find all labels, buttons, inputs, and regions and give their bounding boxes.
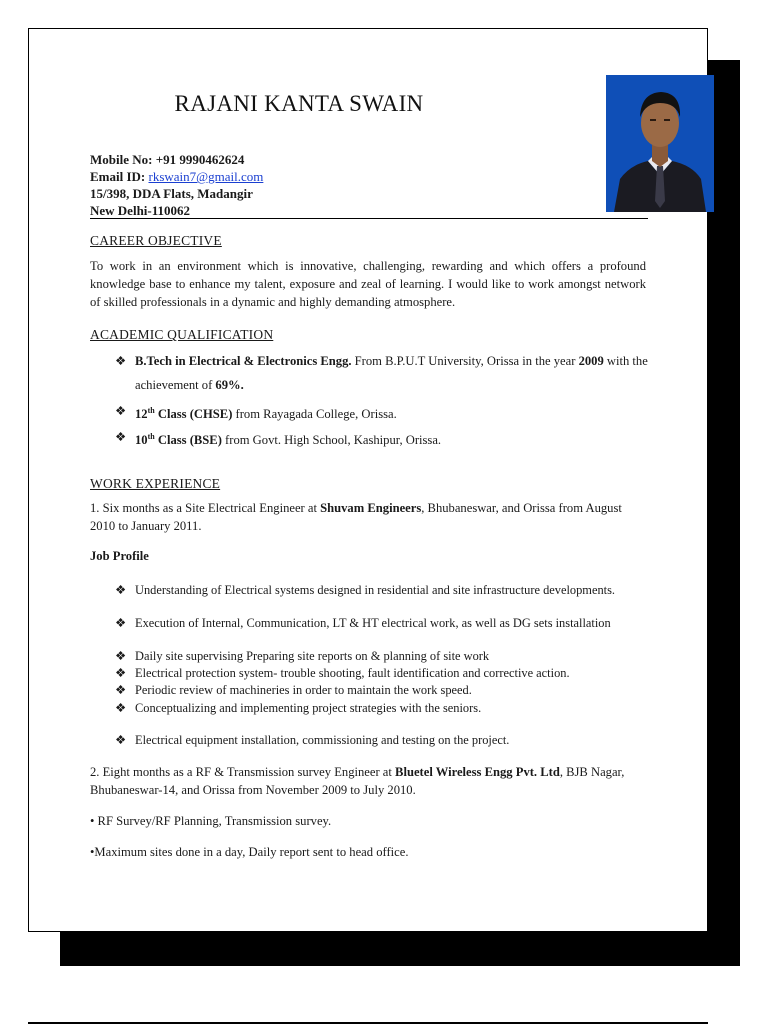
btech-degree: B.Tech in Electrical & Electronics Engg. bbox=[135, 354, 352, 368]
candidate-name: RAJANI KANTA SWAIN bbox=[174, 91, 424, 116]
resume-page bbox=[28, 28, 708, 932]
diamond-bullet-icon: ❖ bbox=[115, 404, 127, 418]
career-objective-text: To work in an environment which is innovative, challenging, rewarding and which offers a profound knowledge base to enhance my talent, exposure and zeal of learning. I would like to work amongst network of skilled professionals in a dynamic and highly demanding atmosphere. bbox=[90, 259, 646, 309]
duty-item: ❖ Understanding of Electrical systems designed in residential and site infrastructure developments. bbox=[115, 583, 615, 597]
diamond-bullet-icon: ❖ bbox=[115, 430, 127, 444]
company-shuvam: Shuvam Engineers bbox=[320, 501, 422, 515]
qualification-10th: ❖ 10th Class (BSE) from Govt. High School, Kashipur, Orissa. bbox=[115, 425, 651, 452]
qualification-12th: ❖ 12th Class (CHSE) from Rayagada College, Orissa. bbox=[115, 399, 651, 426]
email-label: Email ID: bbox=[90, 169, 149, 184]
duty-item: ❖ Electrical equipment installation, commissioning and testing on the project. bbox=[115, 733, 510, 747]
duty-item: ❖ Daily site supervising Preparing site reports on & planning of site work bbox=[115, 649, 490, 663]
duty-item: ❖ Execution of Internal, Communication, LT & HT electrical work, as well as DG sets installation bbox=[115, 616, 611, 630]
company-bluetel: Bluetel Wireless Engg Pvt. Ltd bbox=[395, 765, 560, 779]
diamond-bullet-icon: ❖ bbox=[115, 354, 127, 368]
btech-year: 2009 bbox=[578, 354, 604, 368]
address-line-1: 15/398, DDA Flats, Madangir bbox=[90, 186, 253, 201]
diamond-bullet-icon: ❖ bbox=[115, 701, 127, 715]
diamond-bullet-icon: ❖ bbox=[115, 649, 127, 663]
duty-item: ❖ Periodic review of machineries in order to maintain the work speed. bbox=[115, 683, 472, 697]
job-profile-heading: Job Profile bbox=[90, 549, 149, 563]
diamond-bullet-icon: ❖ bbox=[115, 733, 127, 747]
rf-duty-1: • RF Survey/RF Planning, Transmission survey. bbox=[90, 814, 332, 828]
experience-1: 1. Six months as a Site Electrical Engineer at Shuvam Engineers, Bhubaneswar, and Orissa from August 2010 to January 2011. bbox=[90, 501, 622, 533]
career-objective-heading: CAREER OBJECTIVE bbox=[90, 233, 222, 248]
btech-percentage: 69%. bbox=[215, 378, 244, 392]
contact-block bbox=[90, 151, 263, 219]
work-experience-heading: WORK EXPERIENCE bbox=[90, 476, 221, 491]
diamond-bullet-icon: ❖ bbox=[115, 683, 127, 697]
mobile-number: Mobile No: +91 9990462624 bbox=[90, 152, 245, 167]
diamond-bullet-icon: ❖ bbox=[115, 666, 127, 680]
header-divider bbox=[90, 218, 648, 219]
email-line bbox=[90, 168, 263, 185]
qualification-btech: ❖ B.Tech in Electrical & Electronics Engg. From B.P.U.T University, Orissa in the year 2009 with the achievement of 69%. bbox=[115, 349, 651, 397]
address-line-2: New Delhi-110062 bbox=[90, 203, 191, 218]
email-link[interactable]: rkswain7@gmail.com bbox=[148, 169, 264, 184]
duty-item: ❖ Electrical protection system- trouble shooting, fault identification and corrective action. bbox=[115, 666, 570, 680]
diamond-bullet-icon: ❖ bbox=[115, 616, 127, 630]
profile-photo bbox=[606, 75, 714, 212]
diamond-bullet-icon: ❖ bbox=[115, 583, 127, 597]
duty-item: ❖ Conceptualizing and implementing project strategies with the seniors. bbox=[115, 701, 482, 715]
academic-heading: ACADEMIC QUALIFICATION bbox=[90, 327, 274, 342]
experience-2: 2. Eight months as a RF & Transmission survey Engineer at Bluetel Wireless Engg Pvt. Ltd, BJB Nagar, Bhubaneswar-14, and Orissa from November 2009 to July 2010. bbox=[90, 765, 625, 797]
rf-duty-2: •Maximum sites done in a day, Daily report sent to head office. bbox=[90, 845, 409, 859]
